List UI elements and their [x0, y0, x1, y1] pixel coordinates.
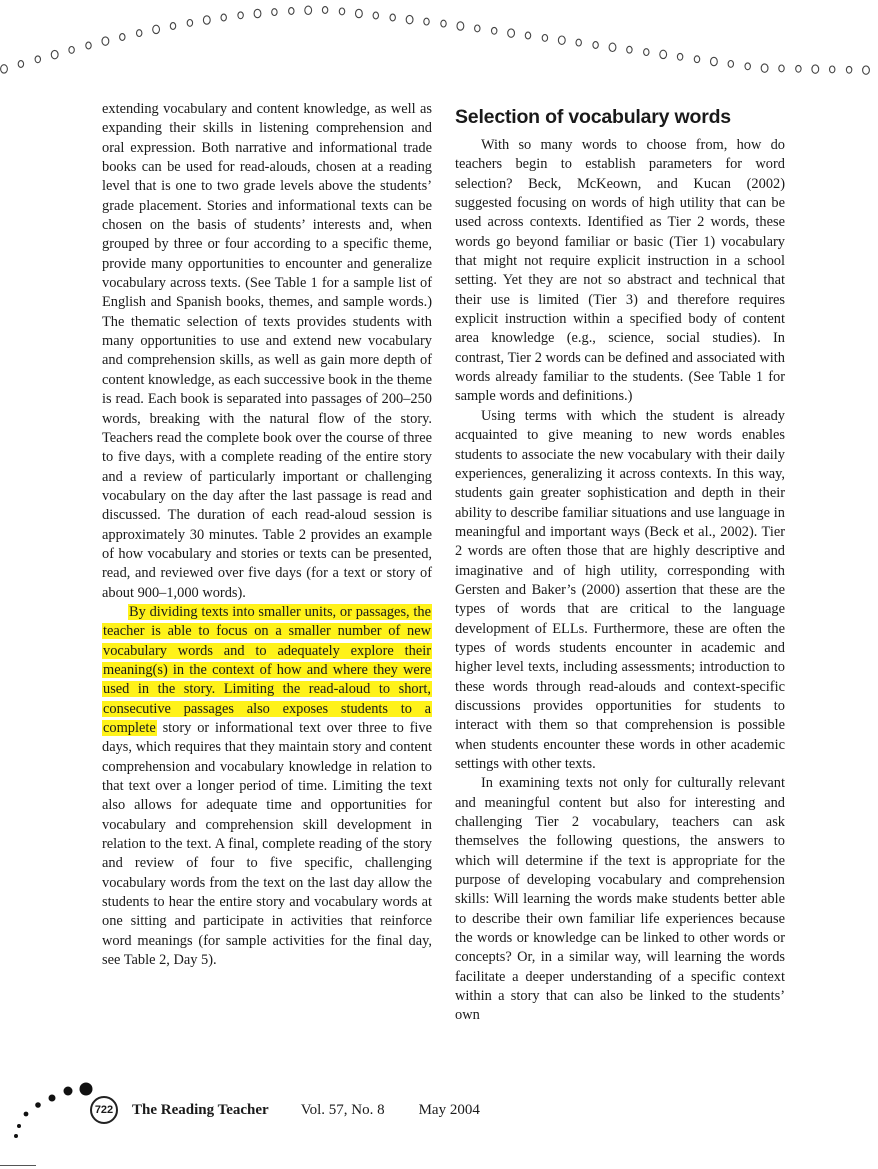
bubble-mark — [339, 8, 344, 15]
bubble-mark — [846, 66, 851, 73]
bubble-mark — [812, 65, 819, 73]
bubble-mark — [475, 25, 480, 32]
right-paragraph-2: Using terms with which the student is already acquainted to give meaning to new words enables students to associate the new vocabulary with their daily experiences, generalizing it across contexts. In this way, students gain greater sophistication and depth in their ability to describe familiar situations and use language in meaningful and important ways (Beck et al., 2002). Tier 2 words are often those that are highly descriptive and imaginative and of high utility, corresponding with Gersten and Baker’s (2000) assertion that these are the types of words that are critical to the language development of ELLs. Furthermore, these are often the types of words students encounter in academic and higher level texts, including assessments; introduction to these words through read-alouds and context-specific discussions provides opportunities for students to interact with them so that comprehension is possible when students encounter these words in other academic settings with other texts. — [455, 407, 785, 772]
bubble-mark — [863, 66, 870, 74]
bubble-mark — [86, 42, 91, 49]
bubble-mark — [390, 14, 395, 21]
page-number: 722 — [94, 1104, 114, 1116]
bubble-mark — [356, 9, 363, 17]
bubble-mark — [457, 22, 464, 30]
bubble-mark — [203, 16, 210, 24]
bubble-mark — [238, 12, 243, 19]
bubble-mark — [627, 46, 632, 53]
journal-title: The Reading Teacher — [132, 1101, 269, 1118]
bubble-mark — [508, 29, 515, 37]
bubble-mark — [441, 20, 446, 27]
bubble-mark — [305, 6, 312, 14]
left-paragraph-2-rest: story or informational text over three to five days, which requires that they maintain story and content comprehension and vocabulary knowledge in relation to that text over a longer period of time. Limiting the text also allows for adequate time and opportunities for vocabulary and comprehension skill development in relation to the text. A final, complete reading of the story and review of four to five specific, challenging vocabulary words from the text on the last day allow the students to hear the entire story and vocabulary words at one sitting and participate in activities that reinforce word meanings (for sample activities for the final day, see Table 2, Day 5). — [102, 720, 432, 969]
decorative-bubble-border — [0, 0, 878, 100]
bubble-mark — [289, 8, 294, 15]
right-paragraph-3: In examining texts not only for culturally relevant and meaningful content but also for interesting and challenging Tier 2 vocabulary, teachers can ask themselves the following questions, the answers to which will determine if the text is appropriate for the purpose of developing vocabulary and comprehension skills: Will learning the words make students better able to describe their own familiar life experiences because the words or knowledge can be linked to other words or concepts? Or, in a similar way, will learning the words facilitate a deeper understanding of a specific context within a story that can also be linked to the students’ own — [455, 775, 785, 1024]
bubble-mark — [406, 15, 413, 23]
bubble-mark — [102, 37, 109, 45]
page-number-badge — [90, 1096, 118, 1124]
bubble-mark — [51, 50, 58, 58]
right-column — [455, 104, 785, 1026]
bubble-mark — [187, 20, 192, 27]
bubble-mark — [542, 35, 547, 42]
highlighted-passage: By dividing texts into smaller units, or passages, the teacher is able to focus on a smaller number of new vocabulary words and to adequately explore their meaning(s) in the context of how and where they were used in the story. Limiting the read-aloud to short, consecutive passages also exposes students to a complete — [103, 603, 431, 736]
page-footer — [90, 1095, 480, 1125]
right-paragraph-1: With so many words to choose from, how do teachers begin to establish parameters for word selection? Beck, McKeown, and Kucan (2002) suggested focusing on words of high utility that can be used across contexts. Identified as Tier 2 words, these words go beyond familiar or basic (Tier 1) vocabulary that might not require explicit instruction in a school setting. Yet they are not so abstract and technical that their use is limited (Tier 3) and therefore requires explicit instruction within a specified body of content area knowledge (e.g., science, social studies). In contrast, Tier 2 words can be defined and associated with words already familiar to the students. (See Table 1 for sample words and definitions.) — [455, 137, 785, 405]
bubble-mark — [593, 42, 598, 49]
bubble-mark — [137, 30, 142, 37]
bubble-mark — [424, 18, 429, 25]
bubble-mark — [35, 56, 40, 63]
left-column — [102, 100, 432, 970]
bubble-mark — [761, 64, 768, 72]
bubble-mark — [254, 9, 261, 17]
section-heading: Selection of vocabulary words — [455, 106, 731, 128]
bubble-mark — [170, 23, 175, 30]
bubble-mark — [576, 39, 581, 46]
bubble-mark — [644, 49, 649, 56]
volume-issue: Vol. 57, No. 8 — [300, 1101, 385, 1118]
bubble-mark — [153, 25, 160, 33]
bubble-mark — [221, 14, 226, 21]
bubble-mark — [609, 43, 616, 51]
bubble-mark — [322, 7, 327, 14]
bubble-mark — [18, 61, 23, 68]
bubble-mark — [272, 9, 277, 16]
left-paragraph-2 — [102, 603, 432, 971]
left-paragraph-1: extending vocabulary and content knowledge, as well as expanding their skills in listening comprehension and oral expression. Both narrative and informational trade books can be used for read-alouds, chosen at a reading level that is one to two grade levels above the students’ grade placement. Stories and informational texts can be chosen on the basis of students’ interests and, when grouped by three or four according to a specific theme, provide many opportunities to encounter and generalize vocabulary across texts. (See Table 1 for a sample list of English and Spanish books, themes, and sample words.) The thematic selection of texts provides students with many opportunities to use and extend new vocabulary and comprehension skills, as well as gain more depth of content knowledge, as each successive book in the theme is read. Each book is separated into passages of 200–250 words, breaking with the natural flow of the story. Teachers read the complete book over the course of three to five days, with a complete reading of the entire story and a review of particularly important or challenging vocabulary on the day after the last passage is read and discussed. The duration of each read-aloud session is approximately 30 minutes. Table 2 provides an example of how vocabulary and stories or texts can be presented, read, and reviewed over five days (for a text or story of about 900–1,000 words). — [102, 101, 432, 601]
bubble-mark — [373, 12, 378, 19]
bubble-mark — [492, 27, 497, 34]
issue-date: May 2004 — [418, 1101, 480, 1118]
bubble-mark — [69, 47, 74, 54]
bubble-mark — [694, 56, 699, 63]
bubble-mark — [558, 36, 565, 44]
bubble-mark — [1, 65, 8, 73]
bubble-mark — [677, 53, 682, 60]
bubble-mark — [728, 61, 733, 68]
bubble-mark — [745, 63, 750, 70]
bubble-mark — [660, 50, 667, 58]
bubble-mark — [796, 65, 801, 72]
bubble-mark — [525, 32, 530, 39]
bubble-mark — [120, 34, 125, 41]
corner-rule — [0, 1165, 36, 1166]
bubble-mark — [779, 65, 784, 72]
bubble-mark — [830, 66, 835, 73]
bubble-mark — [711, 57, 718, 65]
